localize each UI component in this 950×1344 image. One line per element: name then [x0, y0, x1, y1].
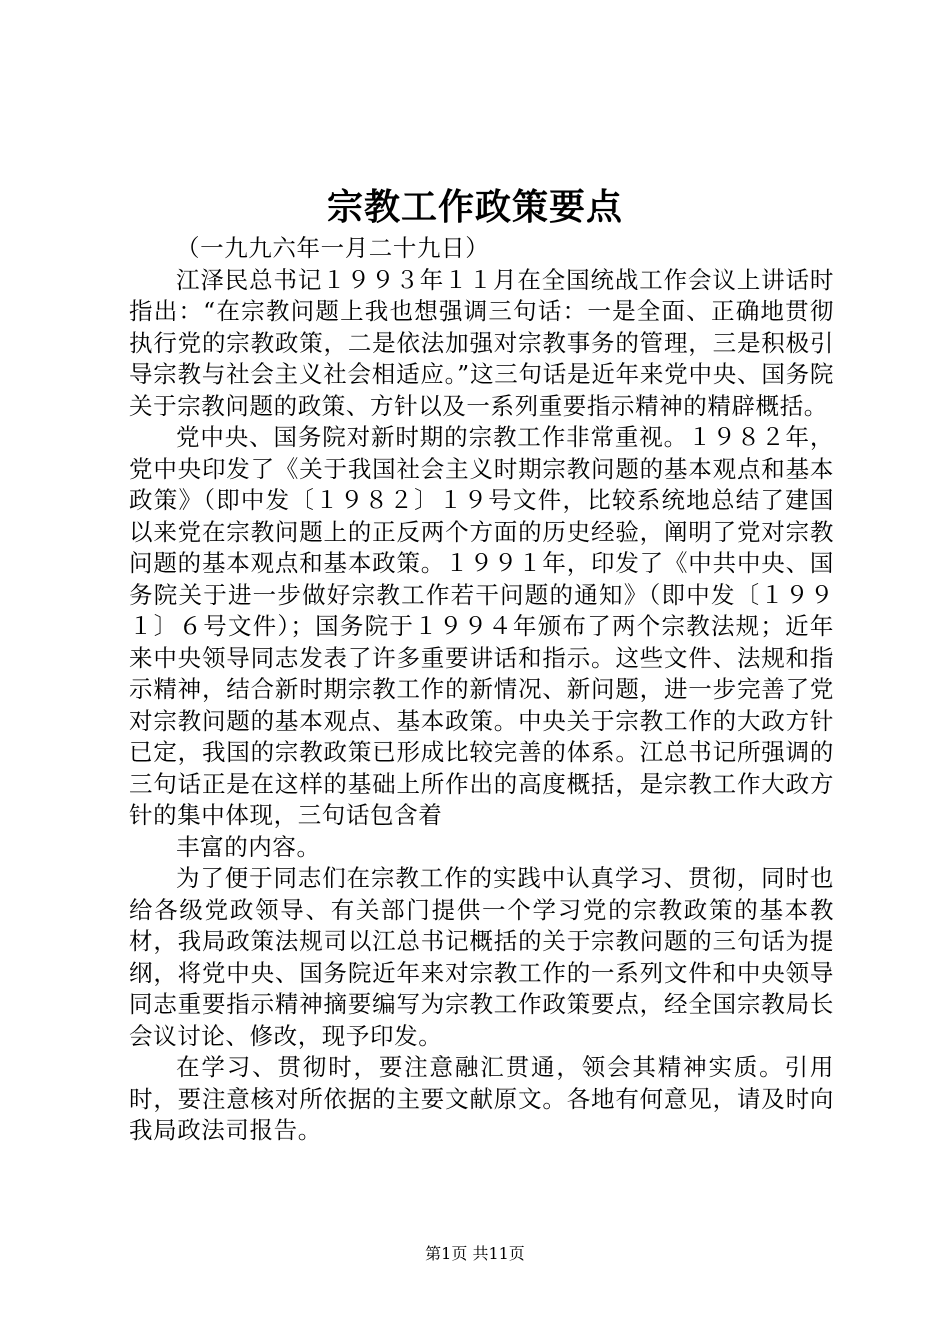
document-body [129, 233, 834, 1147]
page-footer: 第1页 共11页 [425, 1244, 525, 1263]
document-title: 宗教工作政策要点 [326, 186, 623, 228]
paragraph: 为了便于同志们在宗教工作的实践中认真学习、贯彻，同时也给各级党政领导、有关部门提供一个学习党的宗教政策的基本教材，我局政策法规司以江总书记概括的关于宗教问题的三句话为提纲，将党中央、国务院近年来对宗教工作的一系列文件和中央领导同志重要指示精神摘要编写为宗教工作政策要点，经全国宗教局长会议讨论、修改，现予印发。 [129, 864, 834, 1050]
paragraph: 党中央、国务院对新时期的宗教工作非常重视。１９８２年，党中央印发了《关于我国社会主义时期宗教问题的基本观点和基本政策》（即中发〔１９８２〕１９号文件，比较系统地总结了建国以来党在宗教问题上的正反两个方面的历史经验，阐明了党对宗教问题的基本观点和基本政策。１９９１年，印发了《中共中央、国务院关于进一步做好宗教工作若干问题的通知》（即中发〔１９９１〕６号文件）；国务院于１９９４年颁布了两个宗教法规；近年来中央领导同志发表了许多重要讲话和指示。这些文件、法规和指示精神，结合新时期宗教工作的新情况、新问题，进一步完善了党对宗教问题的基本观点、基本政策。中央关于宗教工作的大政方针已定，我国的宗教政策已形成比较完善的体系。江总书记所强调的三句话正是在这样的基础上所作出的高度概括，是宗教工作大政方针的集中体现，三句话包含着 [129, 423, 834, 829]
date-line: （一九九六年一月二十九日） [176, 234, 490, 262]
paragraph: 丰富的内容。 [176, 832, 321, 861]
paragraph: 在学习、贯彻时，要注意融汇贯通，领会其精神实质。引用时，要注意核对所依据的主要文献原文。各地有何意见，请及时向我局政法司报告。 [129, 1053, 834, 1144]
paragraph: 江泽民总书记１９９３年１１月在全国统战工作会议上讲话时指出：“在宗教问题上我也想强调三句话：一是全面、正确地贯彻执行党的宗教政策，二是依法加强对宗教事务的管理，三是积极引导宗教与社会主义社会相适应。”这三句话是近年来党中央、国务院关于宗教问题的政策、方针以及一系列重要指示精神的精辟概括。 [129, 265, 834, 420]
